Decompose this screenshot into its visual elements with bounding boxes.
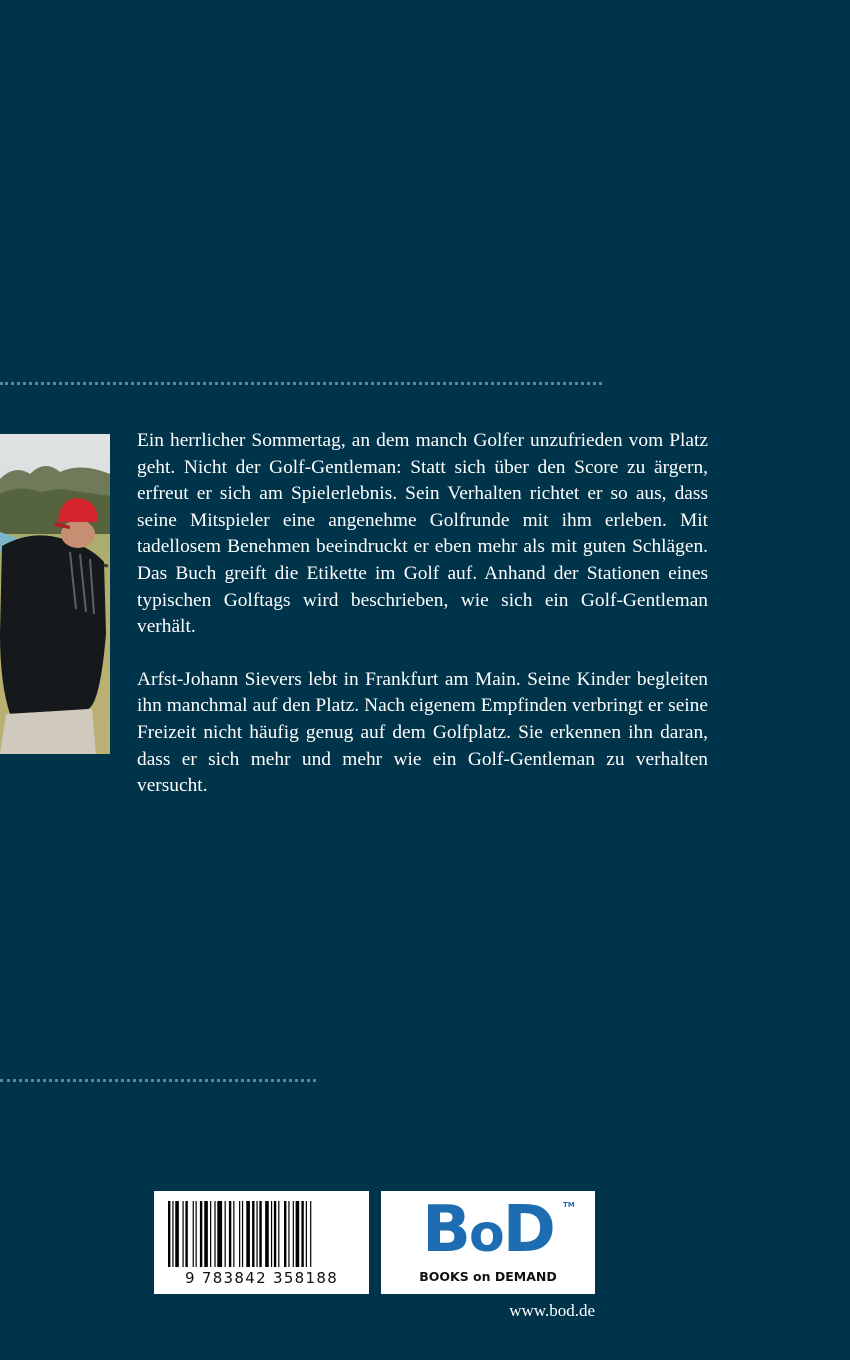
blurb-paragraph-author: Arfst-Johann Sievers lebt in Frankfurt am Main. Seine Kinder begleiten ihn manchmal auf den Platz. Nach eigenem Empfinden verbringt er seine Freizeit nicht häufig genug auf dem Golfplatz. Sie erkennen ihn daran, dass er sich mehr und mehr wie ein Golf-Gentleman zu verhalten versucht. [137, 668, 708, 797]
dotted-divider-bottom [0, 1079, 316, 1082]
trademark-mark: TM [563, 1201, 575, 1209]
back-cover-blurb [137, 428, 708, 800]
publisher-logo-box [381, 1191, 595, 1294]
isbn-digits: 9 783842 358188 [184, 1269, 339, 1287]
publisher-website: www.bod.de [509, 1301, 595, 1320]
dotted-divider-top [0, 382, 602, 385]
barcode-bars [168, 1201, 355, 1267]
blurb-paragraph-summary: Ein herrlicher Sommertag, an dem manch Golfer unzufrieden vom Platz geht. Nicht der Golf-Gentleman: Statt sich über den Score zu ärgern, erfreut er sich am Spielerlebnis. Sein Verhalten richtet er so aus, dass seine Mitspieler eine angenehme Golfrunde mit ihm erleben. Mit tadellosem Benehmen beeindruckt er eben mehr als mit guten Schlägen. Das Buch greift die Etikette im Golf auf. Anhand der Stationen eines typischen Golftags wird beschrieben, wie sich ein Golf-Gentleman verhält. [137, 430, 708, 638]
golfer-photo [0, 434, 110, 754]
publisher-tagline: BOOKS on DEMAND [419, 1269, 557, 1284]
isbn-barcode [154, 1191, 369, 1294]
bod-logo: BoD [422, 1193, 554, 1267]
